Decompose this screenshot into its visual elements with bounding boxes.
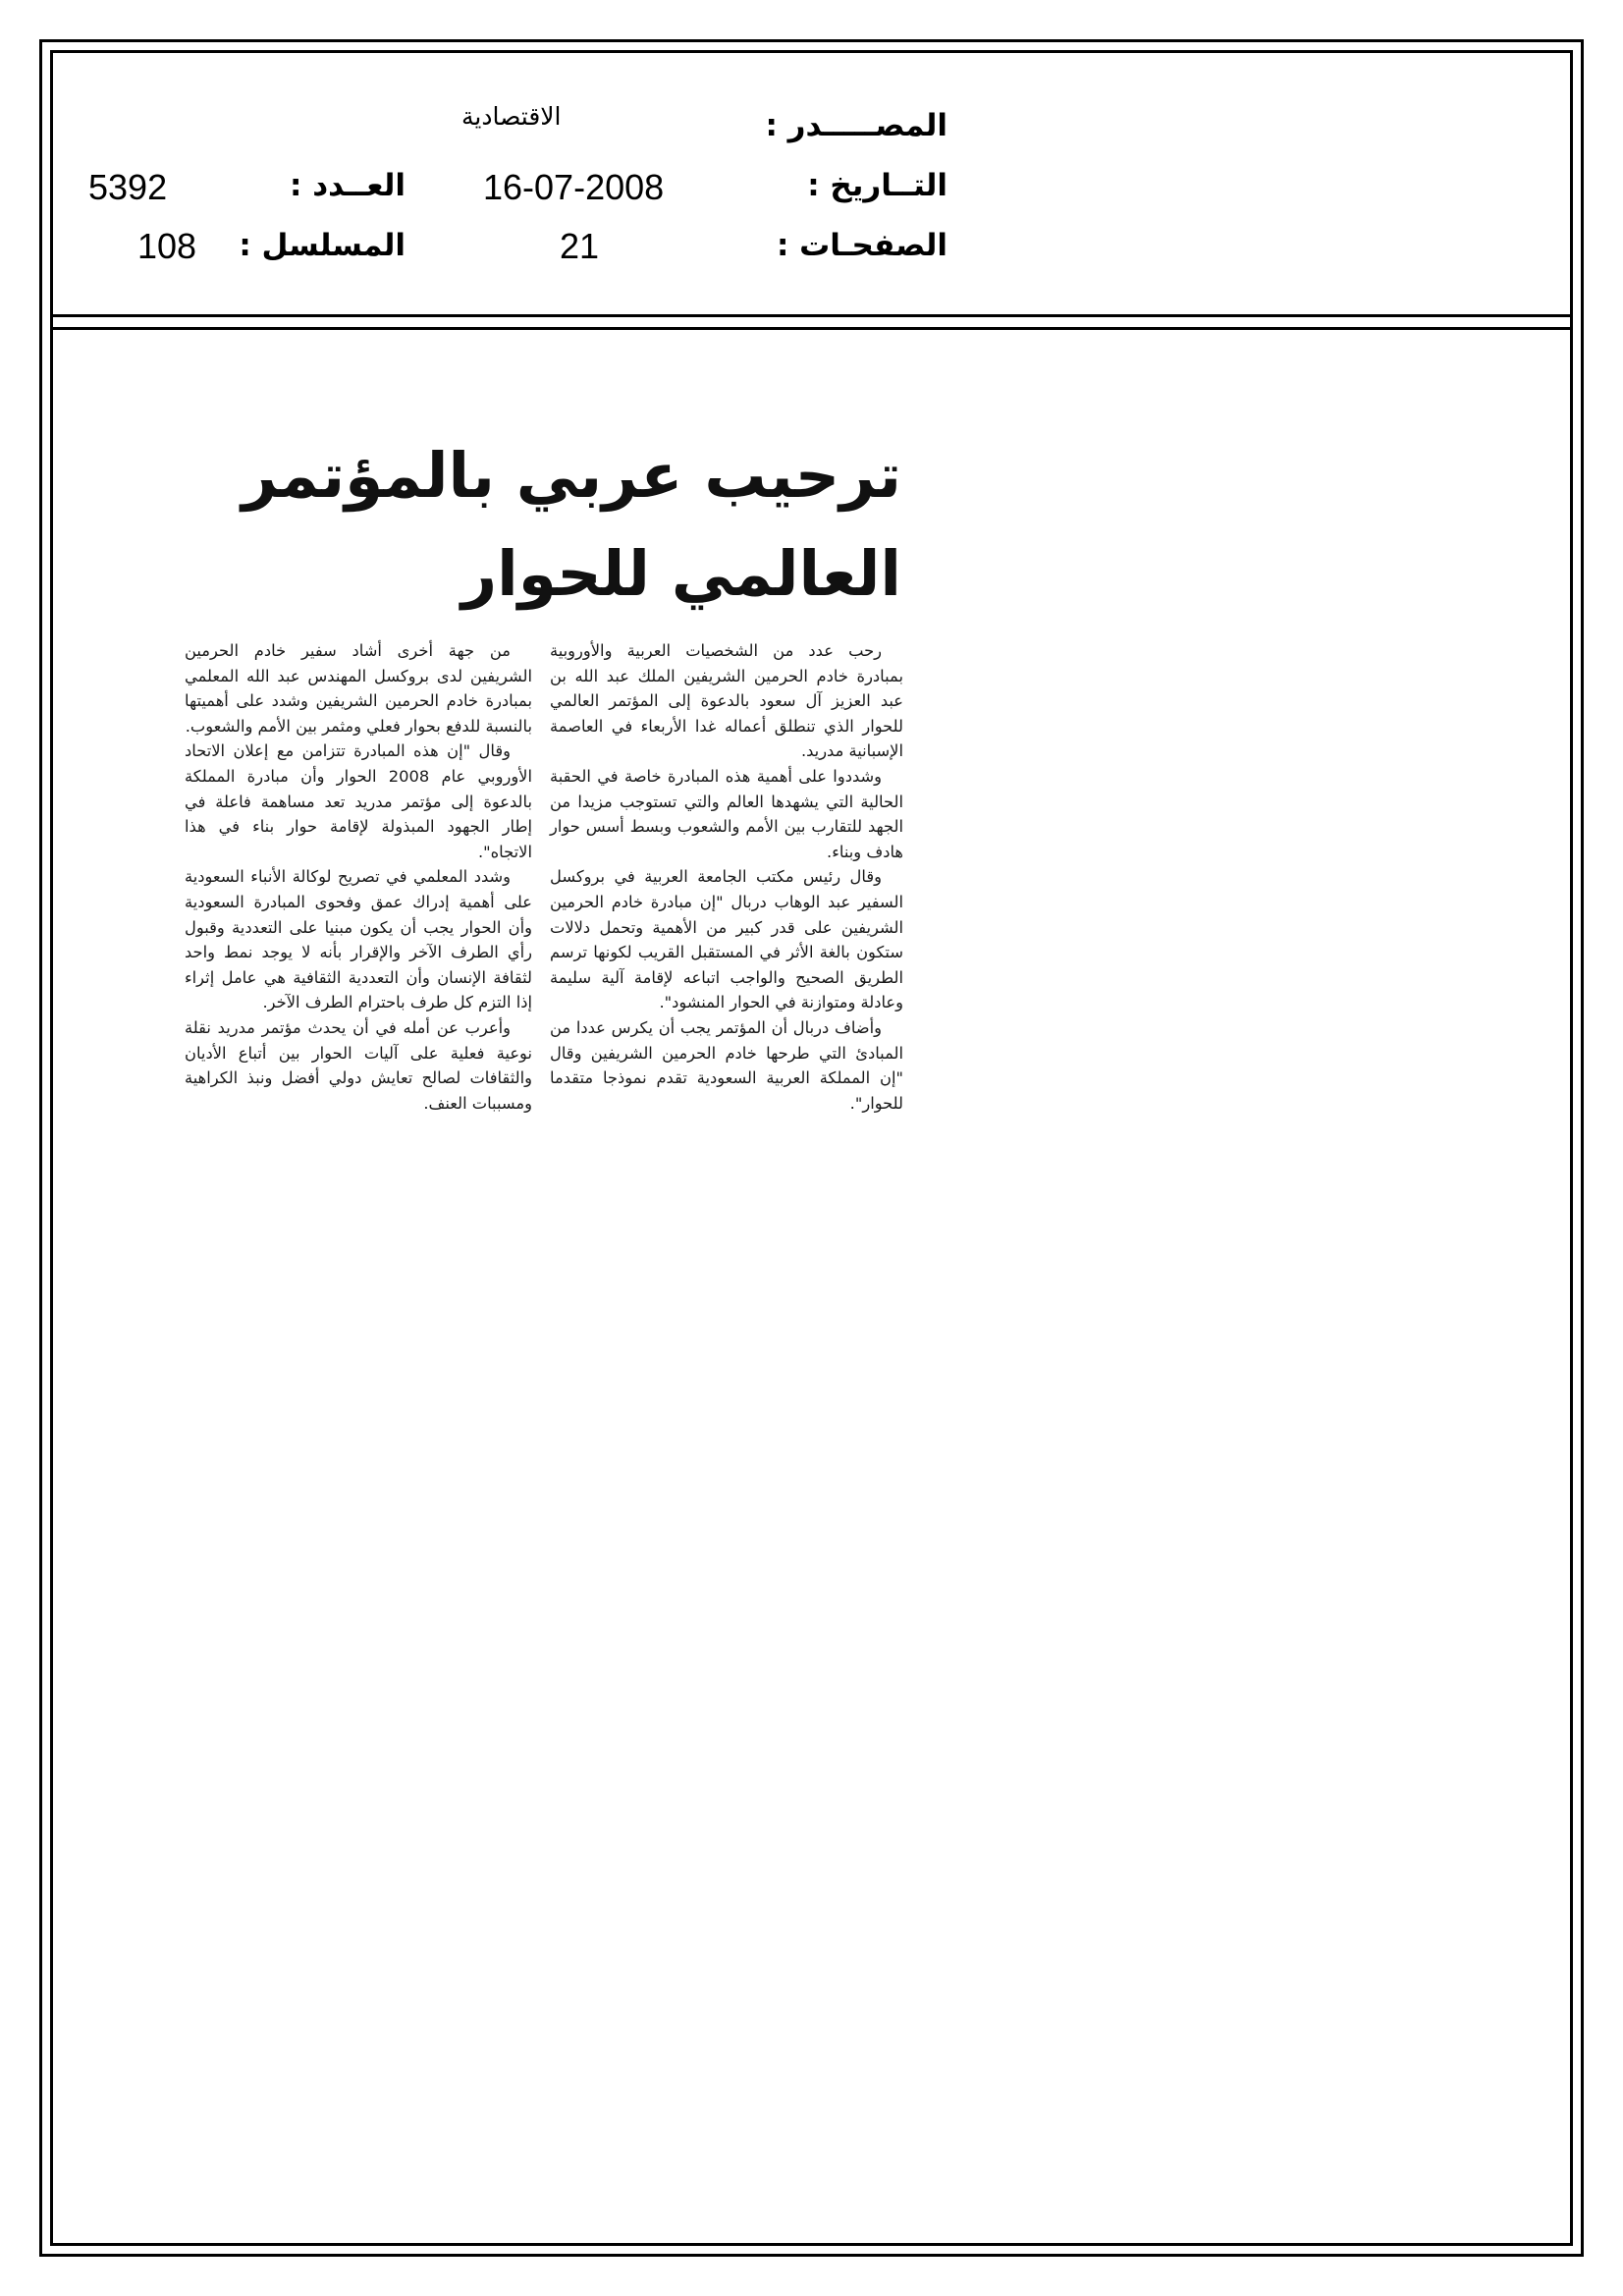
headline-line-1: ترحيب عربي بالمؤتمر [242, 440, 901, 512]
paragraph: وأضاف دربال أن المؤتمر يجب أن يكرس عددا من المبادئ التي طرحها خادم الحرمين الشريفين وقال "إن المملكة العربية السعودية تقدم نموذجا متقدما للحوار". [550, 1017, 903, 1113]
article-column-left [185, 638, 532, 1116]
issue-value: 5392 [88, 167, 168, 207]
paragraph: وشددوا على أهمية هذه المبادرة خاصة في الحقبة الحالية التي يشهدها العالم والتي تستوجب مزيدا من الجهد للتقارب بين الأمم والشعوب وبسط أسس حوار هادف وبناء. [550, 766, 903, 861]
paragraph: وقال رئيس مكتب الجامعة العربية في بروكسل السفير عبد الوهاب دربال "إن مبادرة خادم الحرمين الشريفين على قدر كبير من الأهمية وتحمل دلالات ستكون بالغة الأثر في المستقبل القريب لكونها ترسم الطريق الصحيح والواجب اتباعه لإقامة آلية سليمة وعادلة ومتوازنة في الحوار المنشود". [550, 867, 903, 1012]
inner-border [50, 50, 1573, 2246]
serial-label: المسلسل : [239, 228, 406, 263]
pages-label: الصفحـات : [776, 228, 947, 263]
article-column-right [550, 638, 903, 1116]
headline-line-2: العالمي للحوار [460, 538, 901, 610]
source-label: المصـــــدر : [765, 108, 947, 143]
paragraph: رحب عدد من الشخصيات العربية والأوروبية بمبادرة خادم الحرمين الشريفين الملك عبد الله بن عبد العزيز آل سعود بالدعوة إلى المؤتمر العالمي للحوار الذي تنطلق أعماله غدا الأربعاء في العاصمة الإسبانية مدريد. [550, 641, 903, 761]
header-divider-bottom [50, 327, 1573, 330]
pages-value: 21 [560, 226, 600, 266]
paragraph: وقال "إن هذه المبادرة تتزامن مع إعلان الاتحاد الأوروبي عام 2008 الحوار وأن مبادرة المملكة بالدعوة إلى مؤتمر مدريد تعد مساهمة فاعلة في إطار الجهود المبذولة لإقامة حوار بناء في هذا الاتجاه". [185, 741, 532, 861]
date-label: التــاريخ : [807, 168, 947, 203]
paragraph: وأعرب عن أمله في أن يحدث مؤتمر مدريد نقلة نوعية فعلية على آليات الحوار بين أتباع الأديان والثقافات لصالح تعايش دولي أفضل ونبذ الكراهية ومسببات العنف. [185, 1017, 532, 1113]
paragraph: من جهة أخرى أشاد سفير خادم الحرمين الشريفين لدى بروكسل المهندس عبد الله المعلمي بمبادرة خادم الحرمين الشريفين وشدد على أهميتها بالنسبة للدفع بحوار فعلي ومثمر بين الأمم والشعوب. [185, 641, 532, 736]
paragraph: وشدد المعلمي في تصريح لوكالة الأنباء السعودية على أهمية إدراك عمق وفحوى المبادرة السعودية وأن الحوار يجب أن يكون مبنيا على التعددية وقبول رأي الطرف الآخر والإقرار بأنه لا يوجد نمط واحد لثقافة الإنسان وأن التعددية الثقافية هي عامل إثراء إذا التزم كل طرف باحترام الطرف الآخر. [185, 867, 532, 1012]
source-value: الاقتصادية [461, 102, 562, 131]
date-value: 16-07-2008 [483, 167, 665, 207]
header-divider-top [50, 314, 1573, 317]
issue-label: العــدد : [290, 168, 406, 203]
serial-value: 108 [137, 226, 197, 266]
